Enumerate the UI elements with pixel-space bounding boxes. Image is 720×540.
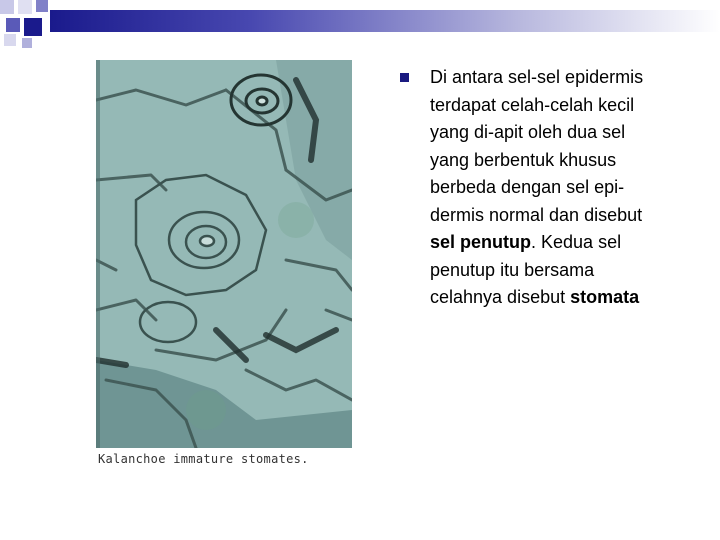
term-sel-penutup: sel penutup [430,232,532,252]
decorative-header-band [0,0,720,48]
text-segment: Di antara sel-sel epidermis terdapat celah-celah kecil yang di-apit oleh dua sel yang berbentuk khusus berbeda dengan sel epi-dermis normal dan disebut [430,67,644,225]
image-caption: Kalanchoe immature stomates. [98,452,309,466]
stomata-micrograph-image [96,60,352,448]
bullet-paragraph [430,64,660,312]
term-stomata: stomata [570,287,640,307]
text-segment: . Kedua sel penutup itu bersama celahnya disebut [430,232,622,307]
bullet-square-icon [400,73,409,82]
